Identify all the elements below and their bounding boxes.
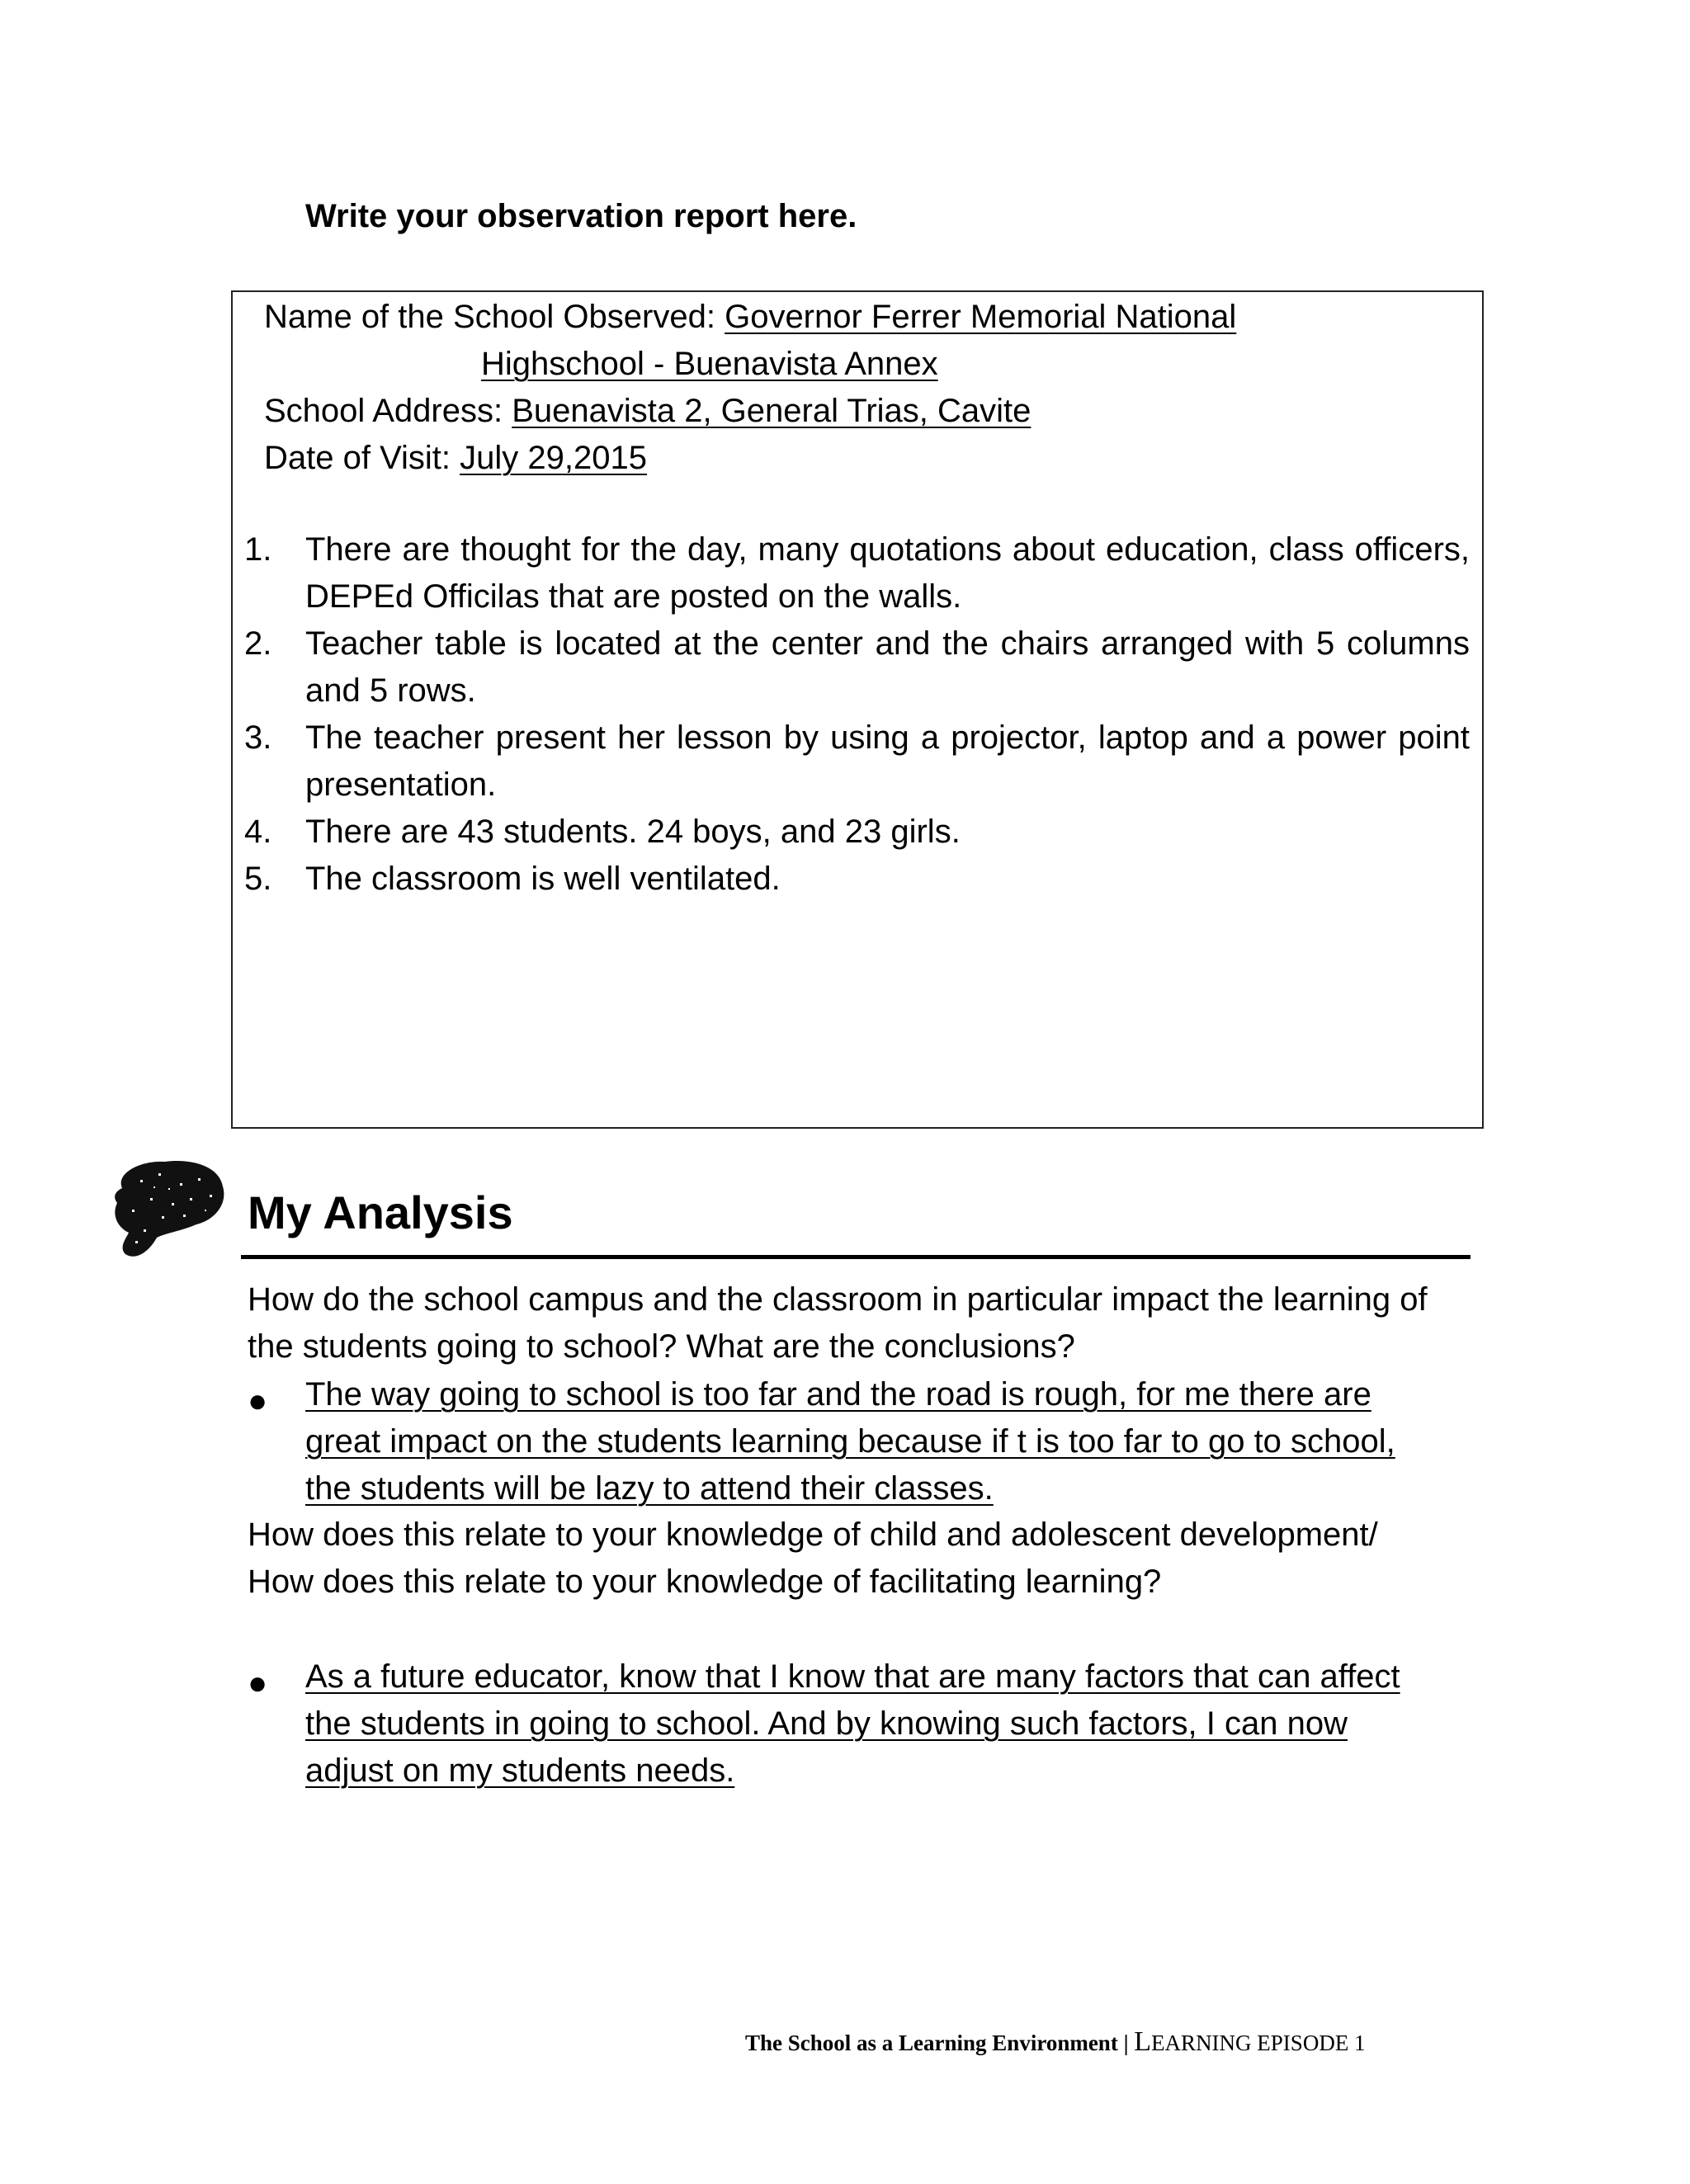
observation-item xyxy=(244,620,1470,715)
observation-text: There are thought for the day, many quotations about education, class officers, DEPEd Officilas that are posted on the walls. xyxy=(305,531,1470,615)
school-address-line xyxy=(264,388,1031,435)
school-address-label: School Address: xyxy=(264,393,512,429)
bullet-icon: ● xyxy=(248,1383,268,1419)
observation-item xyxy=(244,715,1470,809)
page-heading: Write your observation report here. xyxy=(305,198,857,234)
observation-list xyxy=(244,526,1470,903)
analysis-title: My Analysis xyxy=(248,1186,513,1238)
visit-date-label: Date of Visit: xyxy=(264,440,460,476)
school-name-value: Governor Ferrer Memorial National xyxy=(725,299,1237,335)
analysis-answer-2 xyxy=(248,1653,1452,1795)
school-name-line xyxy=(264,294,1236,341)
observation-number: 4. xyxy=(244,814,272,850)
observation-number: 5. xyxy=(244,861,272,897)
bullet-icon: ● xyxy=(248,1665,268,1701)
analysis-question-1: How do the school campus and the classroom in particular impact the learning of the students going to school? What are the conclusions? xyxy=(248,1281,1428,1365)
observation-text: The classroom is well ventilated. xyxy=(305,861,781,897)
observation-number: 1. xyxy=(244,531,272,568)
footer-separator: | xyxy=(1117,2031,1135,2055)
answer-1-text: The way going to school is too far and the road is rough, for me there are great impact on the students learning because if t is too far to go to school, the students will be lazy to attend their classes. xyxy=(305,1376,1395,1507)
school-name-value-continued: Highschool - Buenavista Annex xyxy=(481,346,938,382)
observation-item xyxy=(244,809,1470,856)
observation-number: 3. xyxy=(244,719,272,756)
footer-episode-initial: L xyxy=(1134,2026,1152,2057)
observation-item xyxy=(244,526,1470,620)
school-name-line-continued xyxy=(481,341,938,388)
school-address-value: Buenavista 2, General Trias, Cavite xyxy=(512,393,1031,429)
page-footer xyxy=(745,2026,1366,2058)
observation-text: The teacher present her lesson by using a projector, laptop and a power point presentation. xyxy=(305,719,1470,803)
observation-text: Teacher table is located at the center and the chairs arranged with 5 columns and 5 rows. xyxy=(305,625,1470,709)
school-name-label: Name of the School Observed: xyxy=(264,299,725,335)
analysis-question-2: How does this relate to your knowledge of child and adolescent development/ How does this relate to your knowledge of facilitating learning? xyxy=(248,1517,1378,1600)
observation-item xyxy=(244,856,1470,903)
footer-episode: EARNING EPISODE 1 xyxy=(1151,2031,1366,2055)
answer-2-text: As a future educator, know that I know that are many factors that can affect the students in going to school. And by knowing such factors, I can now adjust on my students needs. xyxy=(305,1658,1400,1789)
visit-date-line xyxy=(264,435,647,482)
footer-title: The School as a Learning Environment xyxy=(745,2031,1118,2055)
observation-text: There are 43 students. 24 boys, and 23 girls. xyxy=(305,814,961,850)
analysis-answer-1 xyxy=(248,1371,1452,1512)
observation-number: 2. xyxy=(244,625,272,662)
visit-date-value: July 29,2015 xyxy=(460,440,647,476)
brain-icon xyxy=(107,1155,227,1262)
analysis-divider xyxy=(241,1255,1470,1259)
